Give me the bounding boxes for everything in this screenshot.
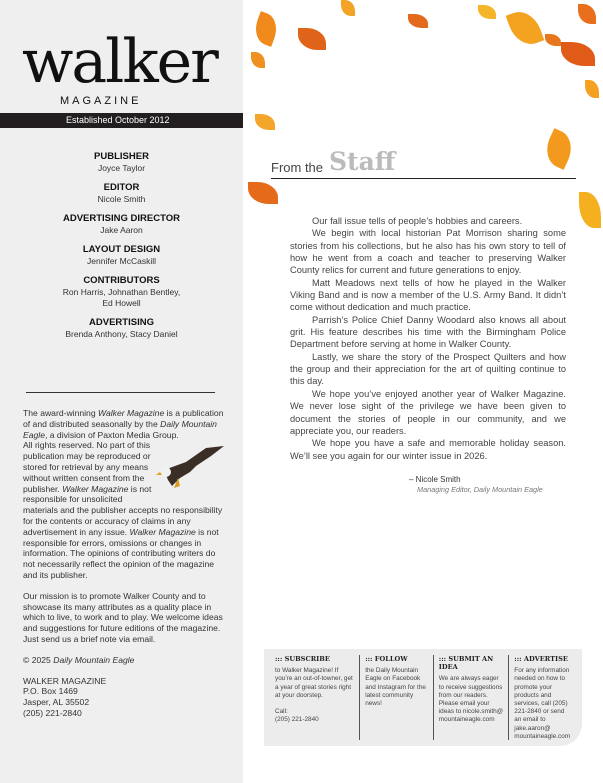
letter-paragraph: We begin with local historian Pat Morrison sharing some stories from his collections, but he also has his own story to tell of how he went from a coach and teacher to preserving Walker County relics for current and future generations to enjoy.	[290, 228, 566, 276]
text: is not responsible for errors, omissions or changes in information. The opinions of contributing writers do not necessarily reflect the opinion of the magazine and its publisher.	[23, 526, 219, 580]
address	[23, 676, 226, 719]
text: Walker Magazine	[62, 483, 129, 494]
role-names: Brenda Anthony, Stacy Daniel	[65, 329, 178, 339]
submit-idea-column	[434, 655, 510, 740]
leaf-icon	[251, 11, 282, 47]
letter-paragraph: Matt Meadows next tells of how he played in the Walker Viking Band and is now a member of the U.S. Army Band. It didn’t come without dedication and much practice.	[290, 277, 566, 313]
signature-role: Managing Editor, Daily Mountain Eagle	[417, 484, 543, 494]
text: , a division of Paxton Media Group.	[44, 429, 179, 440]
info-box	[264, 649, 582, 746]
role-names: Ron Harris, Johnathan Bentley,	[62, 287, 181, 297]
address-line: (205) 221-2840	[23, 707, 82, 718]
role-title: CONTRIBUTORS	[83, 275, 160, 286]
advertise-column	[509, 655, 576, 740]
role-names: Ed Howell	[102, 298, 141, 308]
staff-list	[0, 151, 243, 348]
leaf-icon	[579, 192, 601, 228]
follow-column	[360, 655, 434, 740]
column-title: ::: ADVERTISE	[514, 655, 568, 663]
letter-paragraph: Our fall issue tells of people’s hobbies and careers.	[312, 216, 523, 226]
leaf-icon	[251, 52, 265, 68]
page-title	[271, 145, 576, 179]
subscribe-column	[270, 655, 360, 740]
text: Walker Magazine	[129, 526, 196, 537]
text: Walker Magazine	[98, 408, 165, 418]
column-text: the Daily Mountain Eagle on Facebook and Instagram for the latest community news!	[365, 667, 426, 708]
text: Daily Mountain Eagle	[23, 418, 217, 440]
role-title: ADVERTISING DIRECTOR	[62, 213, 180, 224]
staff-role	[0, 182, 243, 205]
text: is a publication of and distributed seasonally by the	[23, 408, 224, 429]
eagle-image	[156, 442, 226, 494]
letter-paragraph: Lastly, we share the story of the Prospect Quilters and how the group and their appreciation for the art of quilting continue to this day.	[290, 351, 566, 387]
column-title: ::: SUBMIT AN IDEA	[438, 655, 494, 672]
divider	[26, 392, 215, 393]
walker-logo: walker	[22, 27, 217, 97]
leaf-icon	[545, 34, 561, 46]
title-staff: Staff	[329, 147, 396, 176]
text: The award-winning	[23, 408, 98, 418]
letter-paragraph: We hope you have a safe and memorable holiday season. We’ll see you again for our winter issue in 2026.	[290, 438, 566, 461]
address-line: Jasper, AL 35502	[23, 697, 90, 708]
address-line: P.O. Box 1469	[23, 686, 78, 697]
leaf-icon	[561, 42, 595, 66]
column-text: Call:	[275, 708, 288, 716]
leaf-icon	[578, 4, 596, 24]
mission-text: Our mission is to promote Walker County and to showcase its many attributes as a quality place in which to live, to work and to play. We welcome ideas and suggestions for future editions of the magazine. Just send us a brief note via email.	[23, 590, 223, 644]
letter-paragraph: We hope you’ve enjoyed another year of Walker Magazine. We never lose sight of the privilege we have been given to document the stories of people in our community, and we appreciate you, our readers.	[290, 388, 566, 436]
staff-role	[0, 317, 243, 340]
address-line: WALKER MAGAZINE	[23, 675, 107, 686]
logo-subtitle: MAGAZINE	[60, 95, 142, 107]
text: is not responsible for unsolicited materials and the publisher accepts no responsibility for the contents or accuracy of claims in any advertisement in any issue.	[23, 483, 223, 537]
copyright-owner: Daily Mountain Eagle	[53, 654, 135, 665]
masthead-sidebar	[0, 0, 243, 783]
signature-name: – Nicole Smith	[409, 474, 461, 484]
leaf-icon	[248, 182, 278, 204]
copyright: © 2025	[23, 654, 54, 665]
role-names: Jake Aaron	[100, 225, 143, 235]
text: All rights reserved. No part of this publication may be reproduced or stored for retrieval by any means without written consent from the publisher.	[23, 440, 151, 494]
leaf-icon	[506, 6, 545, 49]
staff-role	[0, 151, 243, 174]
column-title: ::: SUBSCRIBE	[275, 655, 330, 663]
role-names: Nicole Smith	[97, 194, 146, 204]
legal-text	[23, 408, 226, 719]
column-title: ::: FOLLOW	[365, 655, 408, 663]
column-text: For any information needed on how to promote your products and services, call (205) 221-2840 or send an email to jake.aaron@ mountaineagle.com	[514, 667, 571, 740]
staff-role	[0, 275, 243, 309]
role-names: Jennifer McCaskill	[87, 256, 156, 266]
title-from: From the	[271, 160, 324, 175]
letter-paragraph: Parrish’s Police Chief Danny Woodard also knows all about grit. His feature describes his time with the Birmingham Police Department before serving at home in Walker County.	[290, 314, 566, 350]
staff-role	[0, 244, 243, 267]
column-text: We are always eager to receive suggestions from our readers. Please email your ideas to nicole.smith@ mountaineagle.com	[438, 675, 504, 724]
established-bar: Established October 2012	[0, 113, 243, 128]
leaf-icon	[341, 0, 355, 16]
editor-letter	[290, 215, 566, 495]
role-title: LAYOUT DESIGN	[82, 244, 161, 255]
leaf-icon	[298, 28, 326, 50]
phone-number: (205) 221-2840	[275, 716, 319, 724]
leaf-icon	[255, 114, 275, 130]
role-title: EDITOR	[103, 182, 140, 193]
role-names: Joyce Taylor	[97, 163, 146, 173]
signature	[409, 475, 566, 495]
leaf-icon	[408, 14, 428, 28]
leaf-icon	[585, 80, 599, 98]
role-title: PUBLISHER	[94, 151, 149, 162]
staff-role	[0, 213, 243, 236]
column-text: to Walker Magazine! If you’re an out-of-towner, get a year of great stories right at your doorstep.	[275, 667, 353, 699]
role-title: ADVERTISING	[89, 317, 154, 328]
leaf-icon	[478, 5, 496, 19]
